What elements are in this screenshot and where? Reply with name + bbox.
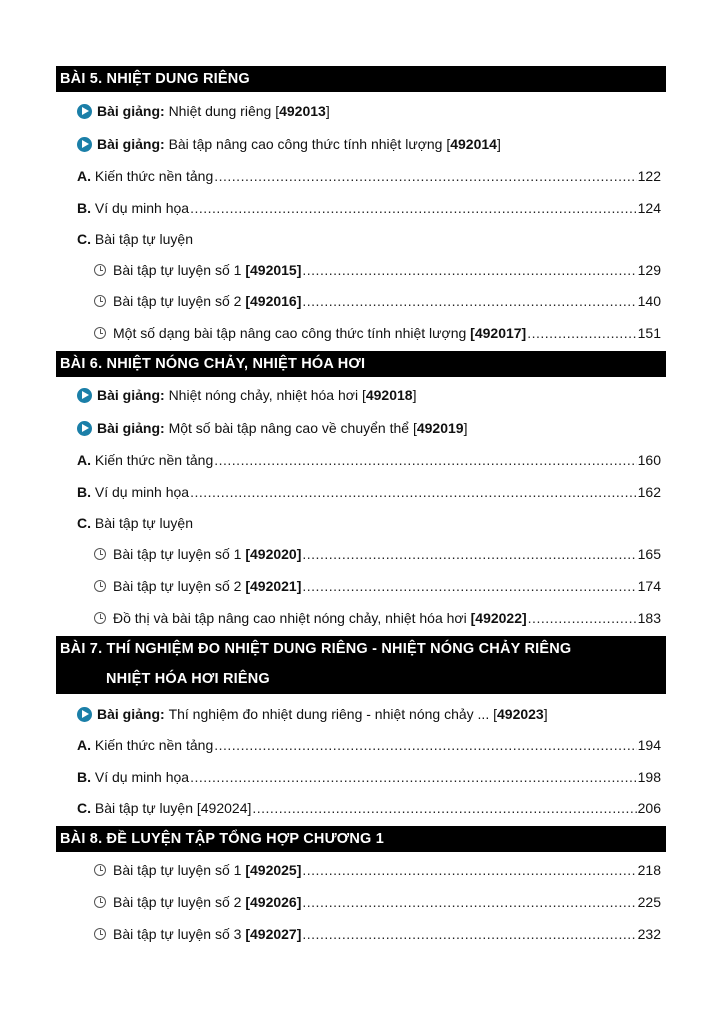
exercise-text: Đồ thị và bài tập nâng cao nhiệt nóng chảy, nhiệt hóa hơi	[113, 610, 471, 626]
bracket: ]	[543, 706, 548, 722]
play-circle-icon	[77, 137, 92, 152]
page-number: 183	[637, 610, 661, 626]
clock-icon	[94, 612, 106, 624]
lecture-link-492019[interactable]	[77, 418, 467, 438]
section-header-bai-7	[56, 636, 666, 694]
toc-exercise-492017[interactable]	[94, 323, 661, 343]
exercise-code: [492022]	[470, 610, 527, 626]
section-header-bai-6: BÀI 6. NHIỆT NÓNG CHẢY, NHIỆT HÓA HƠI	[56, 351, 666, 377]
play-circle-icon	[77, 707, 92, 722]
entry-letter: A.	[77, 168, 91, 184]
page-number: 206	[637, 800, 661, 816]
dot-leader	[252, 798, 636, 818]
exercise-heading	[77, 513, 193, 533]
exercise-code: [492015]	[245, 262, 302, 278]
lecture-link-492014[interactable]	[77, 134, 501, 154]
toc-exercise-492020[interactable]	[94, 544, 661, 564]
dot-leader	[190, 767, 637, 787]
bracket: ]	[412, 387, 417, 403]
toc-entry-vi-du[interactable]	[77, 767, 661, 787]
exercise-text: Bài tập tự luyện số 2	[113, 894, 246, 910]
lecture-code: 492018	[365, 387, 413, 403]
lecture-label: Bài giảng:	[97, 103, 165, 119]
page-number: 232	[637, 926, 661, 942]
page-number: 165	[637, 546, 661, 562]
lecture-label: Bài giảng:	[97, 387, 165, 403]
lecture-text: Thí nghiệm đo nhiệt dung riêng - nhiệt nóng chảy ... [	[168, 706, 497, 722]
toc-exercise-492016[interactable]	[94, 291, 661, 311]
header-line-1: BÀI 7. THÍ NGHIỆM ĐO NHIỆT DUNG RIÊNG - NHIỆT NÓNG CHẢY RIÊNG	[60, 641, 572, 657]
entry-letter: C.	[77, 800, 91, 816]
exercise-text: Một số dạng bài tập nâng cao công thức tính nhiệt lượng	[113, 325, 471, 341]
exercise-text: Bài tập tự luyện số 1	[113, 862, 246, 878]
exercise-code: [492021]	[245, 578, 302, 594]
dot-leader	[302, 860, 636, 880]
entry-text: Bài tập tự luyện [492024]	[94, 800, 252, 816]
lecture-link-492018[interactable]	[77, 385, 416, 405]
clock-icon	[94, 264, 106, 276]
page-number: 151	[637, 325, 661, 341]
entry-text: Ví dụ minh họa	[94, 200, 190, 216]
page-number: 198	[637, 769, 661, 785]
play-circle-icon	[77, 104, 92, 119]
play-circle-icon	[77, 388, 92, 403]
page-number: 225	[637, 894, 661, 910]
page-number: 218	[637, 862, 661, 878]
entry-text: Bài tập tự luyện	[94, 515, 193, 531]
dot-leader	[302, 291, 636, 311]
entry-letter: B.	[77, 484, 91, 500]
lecture-link-492013[interactable]	[77, 101, 330, 121]
toc-exercise-492026[interactable]	[94, 892, 661, 912]
lecture-text: Nhiệt dung riêng [	[168, 103, 280, 119]
entry-text: Ví dụ minh họa	[94, 484, 190, 500]
lecture-code: 492014	[450, 136, 497, 152]
page-number: 160	[637, 452, 661, 468]
toc-exercise-492015[interactable]	[94, 260, 661, 280]
clock-icon	[94, 864, 106, 876]
entry-letter: C.	[77, 515, 91, 531]
dot-leader	[214, 166, 636, 186]
toc-entry-bai-tap[interactable]	[77, 798, 661, 818]
clock-icon	[94, 295, 106, 307]
lecture-label: Bài giảng:	[97, 136, 165, 152]
clock-icon	[94, 580, 106, 592]
entry-letter: A.	[77, 737, 91, 753]
dot-leader	[528, 608, 637, 628]
exercise-text: Bài tập tự luyện số 2	[113, 578, 246, 594]
entry-text: Ví dụ minh họa	[94, 769, 190, 785]
lecture-text: Một số bài tập nâng cao về chuyển thể [	[168, 420, 417, 436]
lecture-code: 492023	[497, 706, 544, 722]
page-number: 122	[637, 168, 661, 184]
exercise-text: Bài tập tự luyện số 3	[113, 926, 246, 942]
entry-letter: A.	[77, 452, 91, 468]
clock-icon	[94, 548, 106, 560]
bracket: ]	[325, 103, 330, 119]
entry-text: Bài tập tự luyện	[94, 231, 193, 247]
exercise-code: [492017]	[470, 325, 527, 341]
toc-entry-kien-thuc[interactable]	[77, 166, 661, 186]
toc-exercise-492021[interactable]	[94, 576, 661, 596]
page-number: 124	[637, 200, 661, 216]
lecture-label: Bài giảng:	[97, 706, 165, 722]
exercise-code: [492027]	[245, 926, 302, 942]
exercise-code: [492025]	[245, 862, 302, 878]
lecture-label: Bài giảng:	[97, 420, 165, 436]
page-number: 140	[637, 293, 661, 309]
dot-leader	[214, 450, 636, 470]
exercise-code: [492020]	[245, 546, 302, 562]
bracket: ]	[463, 420, 468, 436]
toc-entry-vi-du[interactable]	[77, 198, 661, 218]
entry-letter: B.	[77, 769, 91, 785]
lecture-link-492023[interactable]	[77, 704, 548, 724]
toc-exercise-492025[interactable]	[94, 860, 661, 880]
exercise-text: Bài tập tự luyện số 2	[113, 293, 246, 309]
lecture-code: 492013	[279, 103, 326, 119]
dot-leader	[302, 576, 636, 596]
exercise-text: Bài tập tự luyện số 1	[113, 262, 246, 278]
play-circle-icon	[77, 421, 92, 436]
section-header-bai-8: BÀI 8. ĐỀ LUYỆN TẬP TỔNG HỢP CHƯƠNG 1	[56, 826, 666, 852]
dot-leader	[302, 544, 636, 564]
dot-leader	[302, 260, 636, 280]
entry-letter: C.	[77, 231, 91, 247]
toc-entry-vi-du[interactable]	[77, 482, 661, 502]
clock-icon	[94, 327, 106, 339]
page-number: 194	[637, 737, 661, 753]
page-number: 162	[637, 484, 661, 500]
dot-leader	[527, 323, 636, 343]
exercise-text: Bài tập tự luyện số 1	[113, 546, 246, 562]
page-number: 129	[637, 262, 661, 278]
exercise-heading	[77, 229, 193, 249]
lecture-text: Bài tập nâng cao công thức tính nhiệt lượng [	[168, 136, 451, 152]
dot-leader	[190, 482, 637, 502]
toc-entry-kien-thuc[interactable]	[77, 735, 661, 755]
dot-leader	[302, 892, 636, 912]
section-header-bai-5: BÀI 5. NHIỆT DUNG RIÊNG	[56, 66, 666, 92]
dot-leader	[302, 924, 636, 944]
dot-leader	[190, 198, 637, 218]
toc-exercise-492027[interactable]	[94, 924, 661, 944]
toc-exercise-492022[interactable]	[94, 608, 661, 628]
dot-leader	[214, 735, 636, 755]
exercise-code: [492026]	[245, 894, 302, 910]
toc-entry-kien-thuc[interactable]	[77, 450, 661, 470]
lecture-text: Nhiệt nóng chảy, nhiệt hóa hơi [	[168, 387, 366, 403]
lecture-code: 492019	[416, 420, 464, 436]
clock-icon	[94, 928, 106, 940]
entry-text: Kiến thức nền tảng	[94, 168, 214, 184]
entry-letter: B.	[77, 200, 91, 216]
entry-text: Kiến thức nền tảng	[94, 452, 214, 468]
entry-text: Kiến thức nền tảng	[94, 737, 214, 753]
bracket: ]	[496, 136, 501, 152]
header-line-2: NHIỆT HÓA HƠI RIÊNG	[106, 671, 270, 687]
exercise-code: [492016]	[245, 293, 302, 309]
page-number: 174	[637, 578, 661, 594]
clock-icon	[94, 896, 106, 908]
